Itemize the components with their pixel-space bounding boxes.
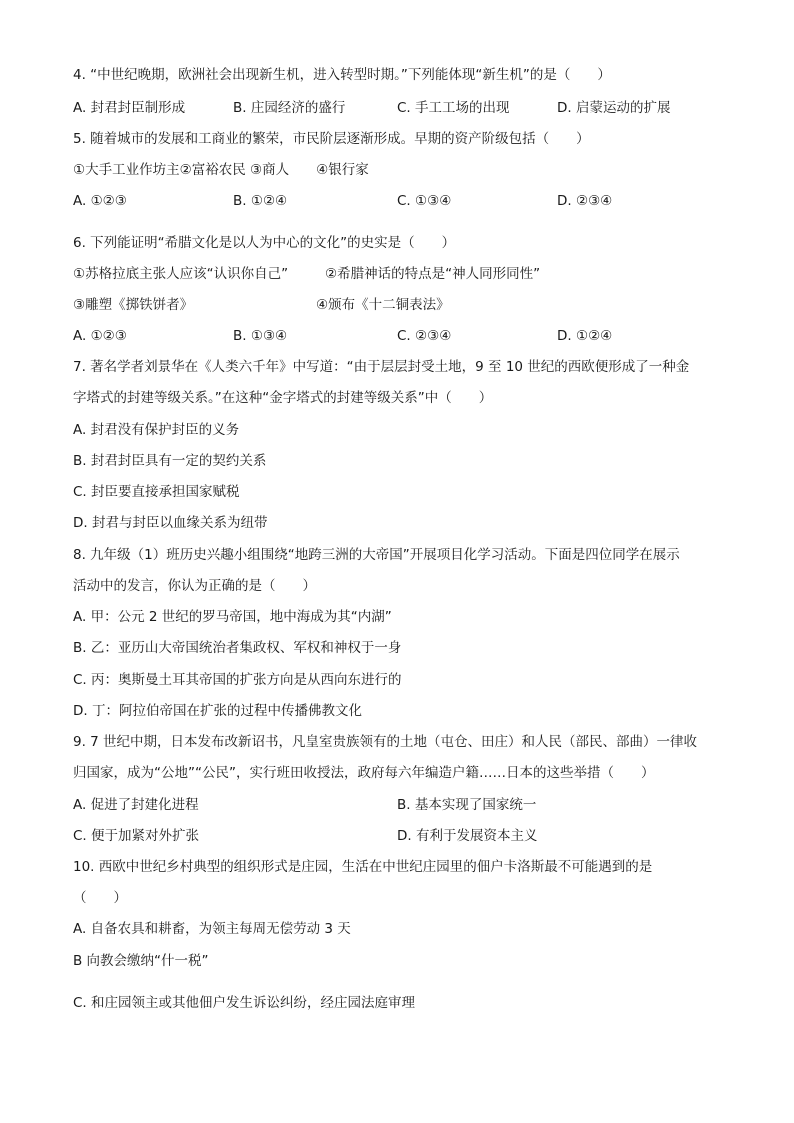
q5-option-d: D. ②③④ — [557, 193, 613, 209]
q4-option-a: A. 封君封臣制形成 — [73, 100, 186, 116]
q6-option-a: A. ①②③ — [73, 328, 127, 344]
q5-option-b: B. ①②④ — [233, 193, 288, 209]
q9-stem-line2: 归国家，成为“公地”“公民”，实行班田收授法，政府每六年编造户籍……日本的这些举措（ ） — [73, 765, 655, 781]
q7-option-b: B. 封君封臣具有一定的契约关系 — [73, 453, 267, 469]
q6-item-2: ②希腊神话的特点是“神人同形同性” — [325, 266, 541, 282]
q10-stem-line2: （ ） — [73, 890, 127, 906]
q9-stem-line1: 9. 7 世纪中期，日本发布改新诏书，凡皇室贵族领有的土地（屯仓、田庄）和人民（部民、部曲）一律收 — [73, 734, 698, 750]
q10-stem-line1: 10. 西欧中世纪乡村典型的组织形式是庄园，生活在中世纪庄园里的佃户卡洛斯最不可能遇到的是 — [73, 859, 653, 875]
q5-option-c: C. ①③④ — [397, 193, 452, 209]
q6-item-4: ④颁布《十二铜表法》 — [316, 297, 450, 313]
q8-stem-line1: 8. 九年级（1）班历史兴趣小组围绕“地跨三洲的大帝国”开展项目化学习活动。下面是四位同学在展示 — [73, 547, 680, 563]
q6-option-b: B. ①③④ — [233, 328, 288, 344]
q7-stem-line1: 7. 著名学者刘景华在《人类六千年》中写道：“由于层层封受土地，9 至 10 世纪的西欧便形成了一种金 — [73, 359, 690, 375]
q8-option-a: A. 甲：公元 2 世纪的罗马帝国，地中海成为其“内湖” — [73, 609, 392, 625]
q5-stem: 5. 随着城市的发展和工商业的繁荣，市民阶层逐渐形成。早期的资产阶级包括（ ） — [73, 131, 590, 147]
q8-option-c: C. 丙：奥斯曼土耳其帝国的扩张方向是从西向东进行的 — [73, 672, 402, 688]
q9-option-b: B. 基本实现了国家统一 — [397, 797, 537, 813]
q7-option-a: A. 封君没有保护封臣的义务 — [73, 422, 240, 438]
q10-option-b: B 向教会缴纳“什一税” — [73, 953, 209, 969]
q9-option-a: A. 促进了封建化进程 — [73, 797, 199, 813]
q7-stem-line2: 字塔式的封建等级关系。”在这种“金字塔式的封建等级关系”中（ ） — [73, 390, 493, 406]
q9-option-c: C. 便于加紧对外扩张 — [73, 828, 200, 844]
q8-option-b: B. 乙：亚历山大帝国统治者集政权、军权和神权于一身 — [73, 640, 402, 656]
q6-option-d: D. ①②④ — [557, 328, 613, 344]
q7-option-c: C. 封臣要直接承担国家赋税 — [73, 484, 240, 500]
q4-option-b: B. 庄园经济的盛行 — [233, 100, 346, 116]
q10-option-c: C. 和庄园领主或其他佃户发生诉讼纠纷，经庄园法庭审理 — [73, 995, 416, 1011]
q6-option-c: C. ②③④ — [397, 328, 452, 344]
q4-option-c: C. 手工工场的出现 — [397, 100, 510, 116]
q6-stem: 6. 下列能证明“希腊文化是以人为中心的文化”的史实是（ ） — [73, 235, 456, 251]
q7-option-d: D. 封君与封臣以血缘关系为纽带 — [73, 515, 268, 531]
q6-item-1: ①苏格拉底主张人应该“认识你自己” — [73, 266, 289, 282]
q8-stem-line2: 活动中的发言，你认为正确的是（ ） — [73, 578, 316, 594]
q8-option-d: D. 丁：阿拉伯帝国在扩张的过程中传播佛教文化 — [73, 703, 362, 719]
q6-item-3: ③雕塑《掷铁饼者》 — [73, 297, 194, 313]
q5-option-a: A. ①②③ — [73, 193, 127, 209]
q5-items: ①大手工业作坊主②富裕农民 ③商人 ④银行家 — [73, 162, 369, 178]
q9-option-d: D. 有利于发展资本主义 — [397, 828, 538, 844]
q4-option-d: D. 启蒙运动的扩展 — [557, 100, 671, 116]
q4-stem: 4. “中世纪晚期，欧洲社会出现新生机，进入转型时期。”下列能体现“新生机”的是（ ） — [73, 67, 611, 83]
q10-option-a: A. 自备农具和耕畜，为领主每周无偿劳动 3 天 — [73, 921, 351, 937]
